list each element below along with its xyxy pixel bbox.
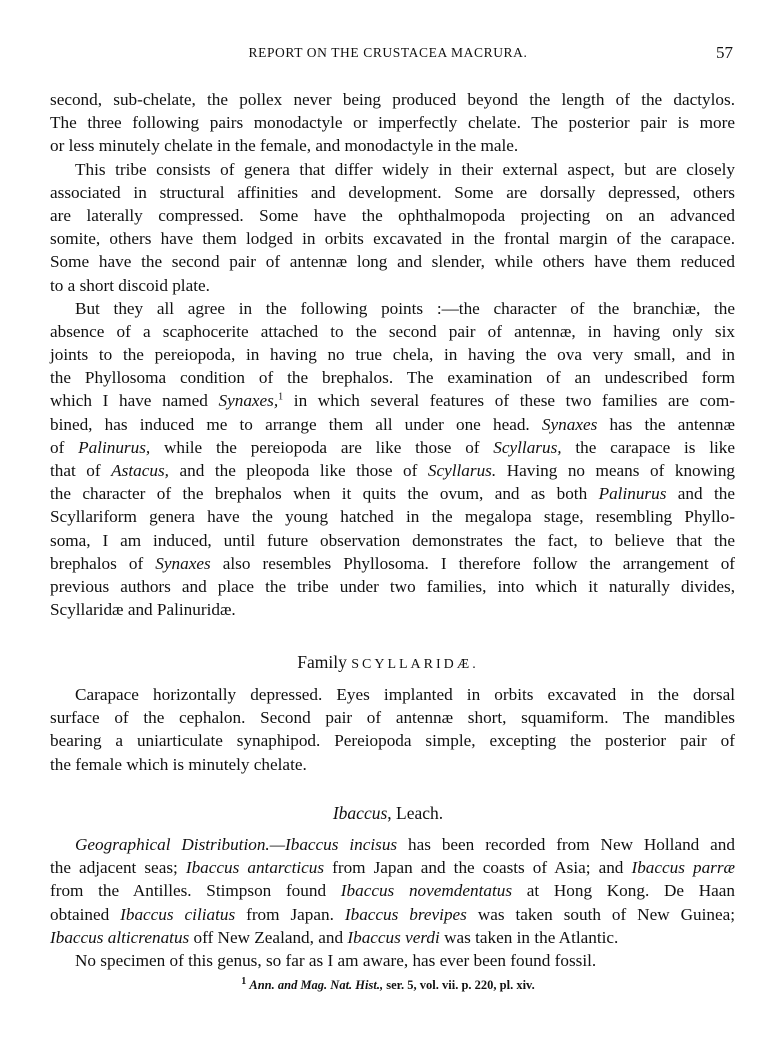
text-run: also resembles Phyllosoma. I therefore follow the arrangement of bbox=[210, 553, 736, 573]
genus-name: Ibaccus bbox=[332, 803, 388, 823]
text-line bbox=[50, 227, 735, 250]
text-line bbox=[50, 158, 735, 181]
text-line bbox=[50, 204, 735, 227]
italic-text: Scyllarus, bbox=[493, 437, 562, 457]
text-run: in which several features of these two families are com- bbox=[283, 391, 735, 411]
text-run: absence of a scaphocerite attached to the second pair of antennæ, in having only six bbox=[50, 321, 735, 341]
genus-author: , Leach. bbox=[387, 803, 444, 823]
text-run: previous authors and place the tribe under two families, into which it naturally divides, bbox=[50, 576, 735, 596]
text-run: Scyllariform genera have the young hatched in the megalopa stage, resembling Phyllo- bbox=[50, 507, 735, 527]
paragraph bbox=[50, 833, 735, 949]
text-run: to a short discoid plate. bbox=[50, 275, 210, 295]
text-run: surface of the cephalon. Second pair of antennæ short, squamiform. The mandibles bbox=[50, 708, 735, 728]
italic-text: Palinurus bbox=[598, 484, 667, 504]
text-run: soma, I am induced, until future observation demonstrates the fact, to believe that the bbox=[50, 530, 735, 550]
text-run: of bbox=[50, 437, 79, 457]
text-line bbox=[50, 436, 735, 459]
family-name: SCYLLARIDÆ. bbox=[351, 657, 479, 672]
italic-text: Synaxes bbox=[155, 553, 211, 573]
paragraph bbox=[50, 683, 735, 776]
running-head: REPORT ON THE CRUSTACEA MACRURA. bbox=[248, 45, 528, 60]
family-heading bbox=[0, 652, 776, 673]
text-run: from Japan and the coasts of Asia; and bbox=[324, 858, 632, 878]
text-run: from Japan. bbox=[235, 904, 345, 924]
italic-text: Synaxes, bbox=[218, 391, 279, 411]
text-run: from the Antilles. Stimpson found bbox=[50, 881, 341, 901]
text-run: bined, has induced me to arrange them all under one head. bbox=[50, 414, 542, 434]
text-line bbox=[50, 903, 735, 926]
text-run: has been recorded from New Holland and bbox=[397, 835, 735, 854]
footnote-marker: 1 bbox=[241, 975, 247, 987]
text-line bbox=[50, 274, 735, 297]
italic-text: Ibaccus antarcticus bbox=[185, 858, 325, 878]
text-run: and the pleopoda like those of bbox=[168, 461, 428, 480]
genus-description bbox=[50, 833, 735, 972]
text-run: or less minutely chelate in the female, and monodactyle in the male. bbox=[50, 136, 519, 156]
text-run: the character of the brephalos when it quits the ovum, and as both bbox=[50, 484, 599, 504]
text-run: second, sub-chelate, the pollex never being produced beyond the length of the dactylos. bbox=[50, 90, 735, 109]
text-run: No specimen of this genus, so far as I am aware, has ever been found fossil. bbox=[75, 950, 597, 970]
text-run: bearing a uniarticulate synaphipod. Pereiopoda simple, excepting the posterior pair of bbox=[50, 731, 735, 751]
body-text-top bbox=[50, 88, 735, 621]
text-line bbox=[50, 505, 735, 528]
text-run: at Hong Kong. De Haan bbox=[512, 881, 735, 901]
text-run: was taken south of New Guinea; bbox=[466, 904, 735, 924]
text-run: Having no means of knowing bbox=[496, 461, 736, 480]
text-run: But they all agree in the following points :—the character of the branchiæ, the bbox=[75, 298, 735, 318]
text-run: the adjacent seas; bbox=[50, 858, 186, 878]
text-line bbox=[50, 413, 735, 436]
text-line bbox=[50, 111, 735, 134]
text-line bbox=[50, 459, 735, 482]
text-run: the female which is minutely chelate. bbox=[50, 754, 307, 774]
italic-text: Ibaccus ciliatus bbox=[120, 904, 236, 924]
text-run: while the pereiopoda are like those of bbox=[150, 437, 494, 457]
italic-text: Geographical Distribution.—Ibaccus incisus bbox=[75, 835, 398, 854]
text-line bbox=[50, 250, 735, 273]
italic-text: Synaxes bbox=[541, 414, 598, 434]
paragraph bbox=[50, 297, 735, 622]
text-line bbox=[50, 297, 735, 320]
text-line bbox=[50, 753, 735, 776]
text-line bbox=[50, 598, 735, 621]
text-line bbox=[50, 856, 735, 879]
text-line bbox=[50, 181, 735, 204]
text-run: Carapace horizontally depressed. Eyes implanted in orbits excavated in the dorsal bbox=[75, 685, 735, 704]
text-line bbox=[50, 482, 735, 505]
text-line bbox=[50, 389, 735, 412]
footnote-rest: ser. 5, vol. vii. p. 220, pl. xiv. bbox=[383, 978, 535, 992]
text-line bbox=[50, 949, 735, 972]
paragraph bbox=[50, 949, 735, 972]
italic-text: Ibaccus brevipes bbox=[344, 904, 467, 924]
genus-heading bbox=[0, 803, 776, 824]
text-run: somite, others have them lodged in orbits excavated in the frontal margin of the carapace. bbox=[50, 229, 735, 249]
paragraph bbox=[50, 88, 735, 158]
family-description bbox=[50, 683, 735, 776]
text-run: off New Zealand, and bbox=[189, 927, 348, 947]
italic-text: Ibaccus novemdentatus bbox=[340, 881, 513, 901]
text-line bbox=[50, 366, 735, 389]
text-run: has the antennæ bbox=[597, 414, 735, 434]
text-run: the Phyllosoma condition of the brephalos. The examination of an undescribed form bbox=[50, 368, 735, 388]
paragraph bbox=[50, 158, 735, 297]
text-line bbox=[50, 706, 735, 729]
text-run: This tribe consists of genera that differ widely in their external aspect, but are closely bbox=[75, 159, 735, 179]
italic-text: Ibaccus verdi bbox=[347, 927, 440, 947]
text-run: joints to the pereiopoda, in having no true chela, in having the ova very small, and in bbox=[50, 345, 735, 365]
text-run: the carapace is like bbox=[561, 437, 735, 457]
page-number: 57 bbox=[716, 43, 733, 62]
text-run: and the bbox=[666, 484, 735, 504]
text-run: that of bbox=[50, 461, 112, 480]
text-line bbox=[50, 833, 735, 856]
text-run: was taken in the Atlantic. bbox=[439, 927, 619, 947]
text-run: associated in structural affinities and development. Some are dorsally depressed, others bbox=[50, 182, 735, 202]
text-line bbox=[50, 683, 735, 706]
footnote-ref: 1 bbox=[278, 391, 284, 403]
footnote-source: Ann. and Mag. Nat. Hist., bbox=[249, 978, 384, 992]
text-run: brephalos of bbox=[50, 553, 156, 573]
text-run: The three following pairs monodactyle or imperfectly chelate. The posterior pair is more bbox=[50, 113, 735, 133]
text-line bbox=[50, 343, 735, 366]
text-line bbox=[50, 529, 735, 552]
text-line bbox=[50, 552, 735, 575]
text-line bbox=[50, 879, 735, 902]
text-run: are laterally compressed. Some have the ophthalmopoda projecting on an advanced bbox=[50, 205, 735, 225]
italic-text: Astacus, bbox=[111, 461, 169, 480]
text-line bbox=[50, 134, 735, 157]
family-prefix: Family bbox=[297, 652, 352, 672]
text-line bbox=[50, 575, 735, 598]
text-run: Scyllaridæ and Palinuridæ. bbox=[50, 600, 236, 620]
italic-text: Scyllarus. bbox=[427, 461, 497, 480]
text-line bbox=[50, 926, 735, 949]
italic-text: Palinurus, bbox=[78, 437, 151, 457]
footnote bbox=[0, 975, 776, 993]
text-line bbox=[50, 320, 735, 343]
text-run: which I have named bbox=[50, 391, 219, 411]
italic-text: Ibaccus parræ bbox=[631, 858, 736, 878]
text-line bbox=[50, 729, 735, 752]
text-run: Some have the second pair of antennæ long and slender, while others have them reduced bbox=[50, 252, 735, 272]
italic-text: Ibaccus alticrenatus bbox=[50, 927, 190, 947]
text-run: obtained bbox=[50, 904, 121, 924]
text-line bbox=[50, 88, 735, 111]
